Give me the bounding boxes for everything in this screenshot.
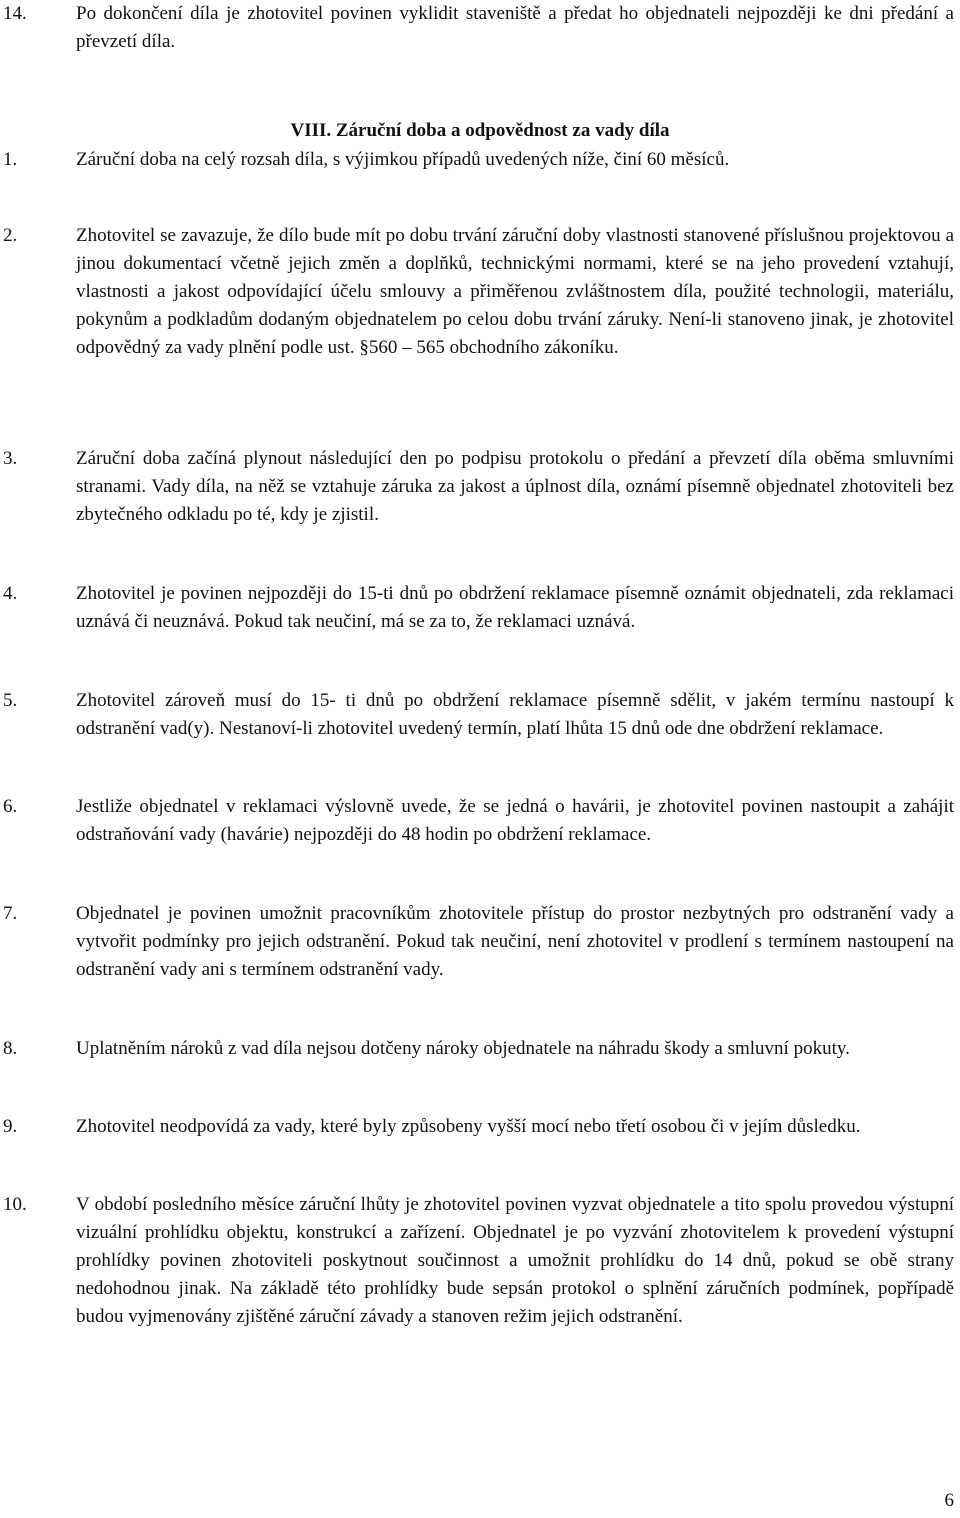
item-text: Zhotovitel je povinen nejpozději do 15-ti dnů po obdržení reklamace písemně oznámit objednateli, zda reklamaci uznává či neuznává. Pokud tak neučiní, má se za to, že reklamaci uznává. bbox=[76, 583, 954, 632]
item-text: Zhotovitel se zavazuje, že dílo bude mít po dobu trvání záruční doby vlastnosti stanovené příslušnou projektovou a jinou dokumentací včetně jejich změn a doplňků, technickými normami, které se na jeho provedení vztahují, vlastnosti a jakost odpovídající účelu smlouvy a přiměřenou zvláštnostem díla, použité technologii, materiálu, pokynům a podkladům dodaným objednatelem po celou dobu trvání záruky. Není-li stanoveno jinak, je zhotovitel odpovědný za vady plnění podle ust. §560 – 565 obchodního zákoníku. bbox=[76, 225, 954, 358]
item-text: Záruční doba na celý rozsah díla, s výjimkou případů uvedených níže, činí 60 měsíců. bbox=[76, 149, 730, 170]
item-text: Objednatel je povinen umožnit pracovníkům zhotovitele přístup do prostor nezbytných pro odstranění vady a vytvořit podmínky pro jejich odstranění. Pokud tak neučiní, není zhotovitel v prodlení s termínem nastoupení na odstranění vady ani s termínem odstranění vady. bbox=[76, 903, 954, 980]
item-text: Záruční doba začíná plynout následující den po podpisu protokolu o předání a převzetí díla oběma smluvními stranami. Vady díla, na něž se vztahuje záruka za jakost a úplnost díla, oznámí písemně objednatel zhotoviteli bez zbytečného odkladu po té, kdy je zjistil. bbox=[76, 448, 954, 525]
section-heading: VIII. Záruční doba a odpovědnost za vady díla bbox=[290, 120, 670, 141]
item-text: Zhotovitel zároveň musí do 15- ti dnů po obdržení reklamace písemně sdělit, v jakém termínu nastoupí k odstranění vad(y). Nestanoví-li zhotovitel uvedený termín, platí lhůta 15 dnů ode dne obdržení reklamace. bbox=[76, 690, 954, 739]
item-number: 1. bbox=[3, 149, 18, 170]
item-number: 7. bbox=[3, 903, 18, 924]
item-number: 10. bbox=[3, 1194, 27, 1215]
item-text: V období posledního měsíce záruční lhůty je zhotovitel povinen vyzvat objednatele a tito spolu provedou výstupní vizuální prohlídku objektu, konstrukcí a zařízení. Objednatel je po vyzvání zhotovitelem k provedení výstupní prohlídky povinen zhotoviteli poskytnout součinnost a umožnit prohlídku do 14 dnů, pokud se obě strany nedohodnou jinak. Na základě této prohlídky bude sepsán protokol o splnění záručních podmínek, popřípadě budou vyjmenovány zjištěné záruční závady a stanoven režim jejich odstranění. bbox=[76, 1194, 954, 1327]
item-text: Jestliže objednatel v reklamaci výslovně uvede, že se jedná o havárii, je zhotovitel povinen nastoupit a zahájit odstraňování vady (havárie) nejpozději do 48 hodin po obdržení reklamace. bbox=[76, 796, 954, 845]
item-number: 5. bbox=[3, 690, 18, 711]
item-number: 9. bbox=[3, 1116, 18, 1137]
item-text: Zhotovitel neodpovídá za vady, které byly způsobeny vyšší mocí nebo třetí osobou či v jejím důsledku. bbox=[76, 1116, 861, 1137]
item-number: 4. bbox=[3, 583, 18, 604]
item-text: Uplatněním nároků z vad díla nejsou dotčeny nároky objednatele na náhradu škody a smluvní pokuty. bbox=[76, 1038, 850, 1059]
item-number: 2. bbox=[3, 225, 18, 246]
item-number: 14. bbox=[3, 3, 27, 24]
item-number: 8. bbox=[3, 1038, 18, 1059]
item-number: 3. bbox=[3, 448, 18, 469]
page-number: 6 bbox=[944, 1490, 954, 1511]
item-number: 6. bbox=[3, 796, 18, 817]
item-text: Po dokončení díla je zhotovitel povinen vyklidit staveniště a předat ho objednateli nejpozději ke dni předání a převzetí díla. bbox=[76, 3, 954, 52]
